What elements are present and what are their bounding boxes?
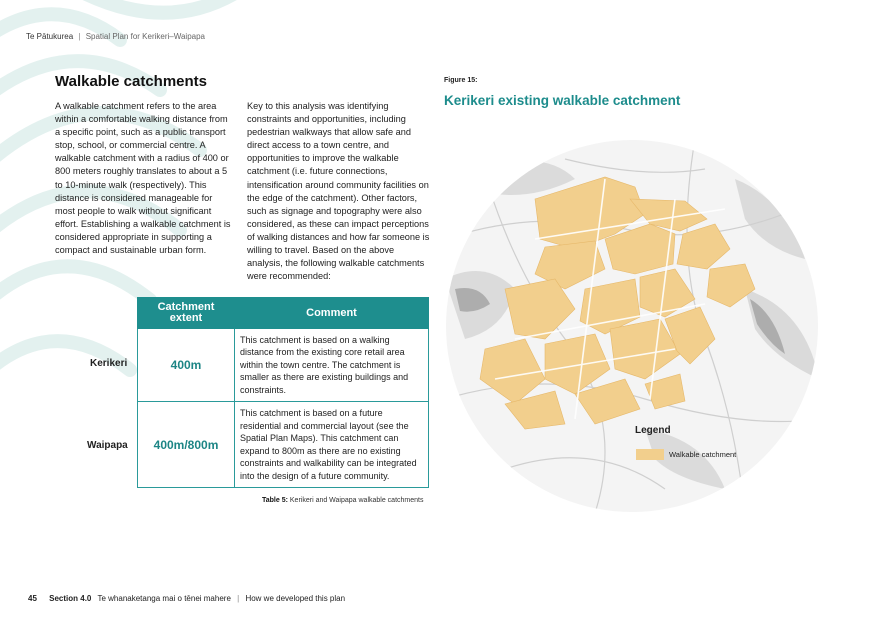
footer-section-label: Section 4.0 [49, 594, 92, 603]
page-number: 45 [28, 594, 37, 603]
table-row [138, 402, 429, 488]
legend-swatch [636, 449, 664, 460]
footer-section-subtitle: How we developed this plan [245, 594, 346, 603]
extent-cell: 400m [138, 329, 235, 402]
doc-title: Te Pātukurea [26, 32, 74, 41]
figure-title: Kerikeri existing walkable catchment [444, 93, 681, 108]
comment-cell: This catchment is based on a walking distance from the existing core retail area within the town centre. The catchment is smaller as there are existing buildings and constraints. [235, 329, 429, 402]
legend-title: Legend [635, 425, 671, 436]
header-separator: | [78, 32, 81, 41]
analysis-paragraph: Key to this analysis was identifying constraints and opportunities, including pedestrian walkways that allow safe and direct access to a town centre, and opportunities to improve the walkable catchment (i.e. future connections, intensification around community facilities on the edge of the catchment). Other factors, such as signage and topography were also considered, as these can impact perceptions of walking distances and how far someone is willing to travel. Based on the above analysis, the following walkable catchments were recommended: [247, 101, 430, 282]
doc-subtitle: Spatial Plan for Kerikeri–Waipapa [85, 32, 206, 41]
footer-separator: | [237, 594, 240, 603]
comment-cell: This catchment is based on a future residential and commercial layout (see the Spatial Plan Maps). This catchment can expand to 800m as there are no existing constraints and walkability can be integrated into the design of a future community. [235, 402, 429, 488]
running-header [26, 32, 205, 41]
intro-paragraph: A walkable catchment refers to the area within a comfortable walking distance from a specific point, such as a public transport stop, school, or commercial centre. A walkable catchment with a radius of 400 or 800 meters roughly translates to about a 5 to 10-minute walk (respectively). This distance is considered manageable for most people to walk without significant effort. Establishing a walkable catchment is considered appropriate in supporting a compact and sustainable urban form. [55, 101, 231, 256]
caption-label: Table 5: [262, 497, 288, 504]
header-extent: Catchment extent [138, 298, 235, 329]
section-title: Walkable catchments [55, 73, 207, 90]
catchments-table [137, 297, 429, 488]
row-label-waipapa: Waipapa [87, 440, 128, 451]
extent-cell: 400m/800m [138, 402, 235, 488]
catchment-map [445, 139, 819, 513]
footer-section-title: Te whanaketanga mai o tēnei mahere [97, 594, 231, 603]
page-footer [28, 594, 345, 603]
table-header-row [138, 298, 429, 329]
table-row [138, 329, 429, 402]
figure-label: Figure 15: [444, 77, 478, 84]
caption-text: Kerikeri and Waipapa walkable catchments [289, 497, 424, 504]
table-caption [262, 497, 423, 504]
header-comment: Comment [235, 298, 429, 329]
row-label-kerikeri: Kerikeri [90, 358, 128, 369]
legend-item-label: Walkable catchment [669, 450, 737, 459]
